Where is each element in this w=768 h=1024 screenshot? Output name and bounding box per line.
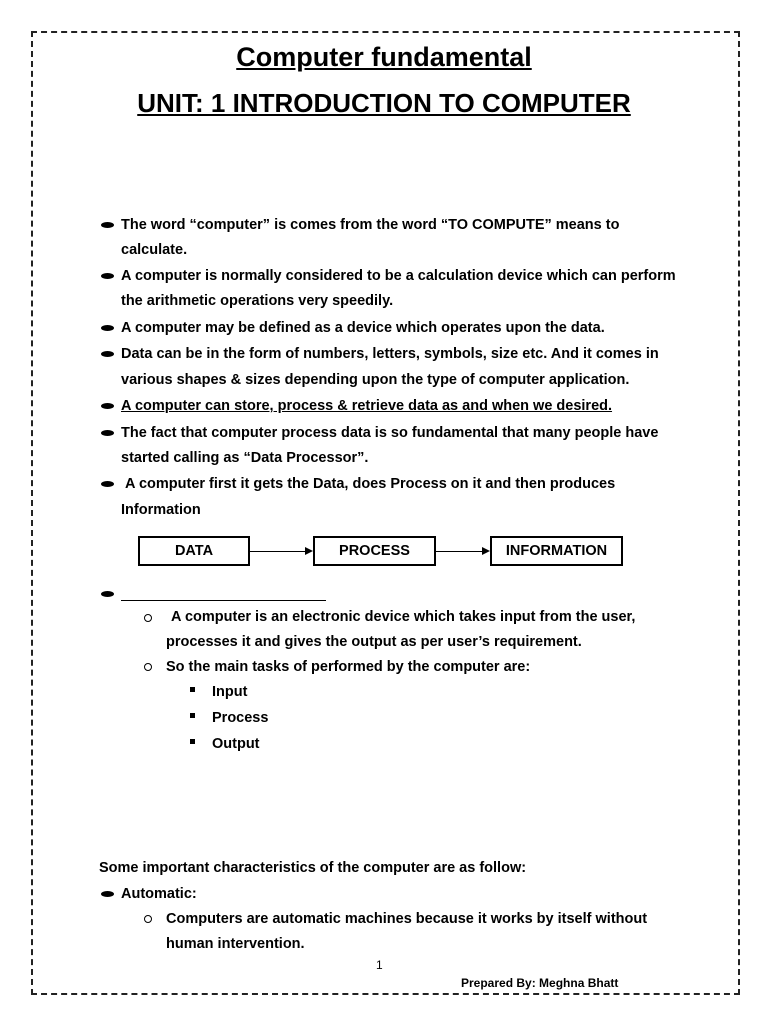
bullet-text: A computer first it gets the Data, does Process on it and then produces	[125, 476, 616, 492]
bullet-marker	[101, 351, 114, 357]
bullet-text: Information	[121, 502, 201, 518]
document-title: Computer fundamental	[236, 42, 532, 72]
task-item: Process	[212, 710, 269, 726]
task-bullet-marker	[190, 739, 195, 744]
flow-arrow	[436, 551, 483, 552]
prepared-by: Prepared By: Meghna Bhatt	[461, 976, 619, 990]
task-item: Input	[212, 684, 248, 700]
sub-bullet-text: Computers are automatic machines because it works by itself without	[166, 911, 648, 927]
sub-bullet-text: processes it and gives the output as per user’s requirement.	[166, 634, 582, 650]
bullet-text: A computer is normally considered to be a calculation device which can perform	[121, 268, 676, 284]
bullet-marker	[101, 222, 114, 228]
sub-bullet-text: So the main tasks of performed by the computer are:	[166, 659, 531, 675]
arrow-head-icon	[482, 547, 490, 555]
task-item: Output	[212, 736, 260, 752]
arrow-head-icon	[305, 547, 313, 555]
bullet-marker	[101, 481, 114, 487]
bullet-text: The word “computer” is comes from the word “TO COMPUTE” means to	[121, 217, 620, 233]
page-number: 1	[376, 958, 383, 972]
sub-bullet-text: A computer is an electronic device which takes input from the user,	[171, 609, 636, 625]
bullet-text: A computer may be defined as a device which operates upon the data.	[121, 320, 605, 336]
characteristics-heading: Some important characteristics of the computer are as follow:	[99, 860, 527, 876]
bullet-text: calculate.	[121, 242, 188, 258]
flow-box-process: PROCESS	[313, 536, 436, 566]
flow-box-information: INFORMATION	[490, 536, 623, 566]
unit-heading: UNIT: 1 INTRODUCTION TO COMPUTER	[137, 88, 631, 118]
bullet-marker	[101, 591, 114, 597]
blank-underline	[121, 600, 326, 601]
flow-box-data: DATA	[138, 536, 250, 566]
bullet-marker	[101, 430, 114, 436]
bullet-text-underlined: A computer can store, process & retrieve data as and when we desired.	[121, 398, 613, 414]
sub-bullet-marker	[144, 915, 152, 923]
sub-bullet-marker	[144, 614, 152, 622]
flow-arrow	[250, 551, 306, 552]
bullet-text: The fact that computer process data is so fundamental that many people have	[121, 425, 659, 441]
bullet-text: started calling as “Data Processor”.	[121, 450, 369, 466]
bullet-text: various shapes & sizes depending upon the type of computer application.	[121, 372, 630, 388]
sub-bullet-text: human intervention.	[166, 936, 305, 952]
characteristic-title: Automatic:	[121, 886, 197, 902]
bullet-text: the arithmetic operations very speedily.	[121, 293, 394, 309]
bullet-marker	[101, 403, 114, 409]
task-bullet-marker	[190, 713, 195, 718]
task-bullet-marker	[190, 687, 195, 692]
sub-bullet-marker	[144, 663, 152, 671]
bullet-text: Data can be in the form of numbers, letters, symbols, size etc. And it comes in	[121, 346, 659, 362]
bullet-marker	[101, 891, 114, 897]
bullet-marker	[101, 273, 114, 279]
bullet-marker	[101, 325, 114, 331]
